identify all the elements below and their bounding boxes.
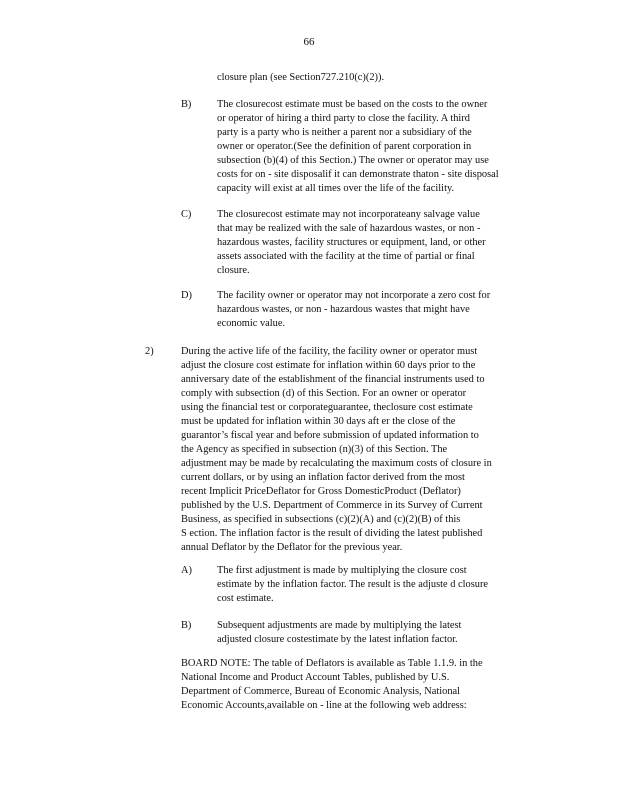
paragraph-line: current dollars, or by using an inflation factor derived from the most (181, 472, 465, 483)
item-line: owner or operator.(See the definition of parent corporation in (217, 141, 472, 152)
item-line: hazardous wastes, facility structures or equipment, land, or other (217, 237, 486, 248)
board-note-line: Economic Accounts,available on - line at the following web address: (181, 700, 467, 711)
item-line: cost estimate. (217, 593, 274, 604)
paragraph-line: recent Implicit PriceDeflator for Gross DomesticProduct (Deflator) (181, 486, 461, 497)
paragraph-line: comply with subsection (d) of this Section. For an owner or operator (181, 388, 467, 399)
item-label: 2) (145, 346, 154, 357)
paragraph-line: S ection. The inflation factor is the result of dividing the latest published (181, 528, 483, 539)
board-note-line: BOARD NOTE: The table of Deflators is available as Table 1.1.9. in the (181, 658, 483, 669)
board-note-line: National Income and Product Account Tables, published by U.S. (181, 672, 450, 683)
item-line: or operator of hiring a third party to close the facility. A third (217, 113, 470, 124)
item-line: The first adjustment is made by multiplying the closure cost (217, 565, 467, 576)
item-label: D) (181, 290, 192, 301)
item-label: B) (181, 620, 192, 631)
paragraph-line: the Agency as specified in subsection (n)(3) of this Section. The (181, 444, 448, 455)
item-label: A) (181, 565, 192, 576)
item-line: that may be realized with the sale of hazardous wastes, or non - (217, 223, 481, 234)
item-line: adjusted closure costestimate by the latest inflation factor. (217, 634, 458, 645)
item-line: party is a party who is neither a parent nor a subsidiary of the (217, 127, 472, 138)
intro-line: closure plan (see Section727.210(c)(2)). (217, 72, 385, 83)
paragraph-line: anniversary date of the establishment of the financial instruments used to (181, 374, 485, 385)
paragraph-line: Business, as specified in subsections (c)(2)(A) and (c)(2)(B) of this (181, 514, 461, 525)
item-line: closure. (217, 265, 250, 276)
item-line: Subsequent adjustments are made by multiplying the latest (217, 620, 462, 631)
paragraph-line: published by the U.S. Department of Commerce in its Survey of Current (181, 500, 483, 511)
item-line: The facility owner or operator may not incorporate a zero cost for (217, 290, 491, 301)
item-line: subsection (b)(4) of this Section.) The owner or operator may use (217, 155, 489, 166)
item-line: The closurecost estimate must be based on the costs to the owner (217, 99, 488, 110)
item-line: costs for on - site disposalif it can demonstrate thaton - site disposal (217, 169, 499, 180)
item-line: assets associated with the facility at the time of partial or final (217, 251, 475, 262)
item-line: The closurecost estimate may not incorporateany salvage value (217, 209, 480, 220)
item-line: estimate by the inflation factor. The result is the adjuste d closure (217, 579, 489, 590)
paragraph-line: adjust the closure cost estimate for inflation within 60 days prior to the (181, 360, 476, 371)
item-line: capacity will exist at all times over the life of the facility. (217, 183, 455, 194)
paragraph-line: guarantor’s fiscal year and before submission of updated information to (181, 430, 479, 441)
paragraph-line: adjustment may be made by recalculating the maximum costs of closure in (181, 458, 492, 469)
paragraph-line: annual Deflator by the Deflator for the previous year. (181, 542, 403, 553)
paragraph-line: must be updated for inflation within 30 days aft er the close of the (181, 416, 456, 427)
paragraph-line: During the active life of the facility, the facility owner or operator must (181, 346, 478, 357)
item-label: B) (181, 99, 192, 110)
item-line: hazardous wastes, or non - hazardous wastes that might have (217, 304, 470, 315)
item-label: C) (181, 209, 192, 220)
page-number: 66 (303, 36, 315, 48)
paragraph-line: using the financial test or corporateguarantee, theclosure cost estimate (181, 402, 473, 413)
board-note-line: Department of Commerce, Bureau of Economic Analysis, National (181, 686, 461, 697)
item-line: economic value. (217, 318, 286, 329)
